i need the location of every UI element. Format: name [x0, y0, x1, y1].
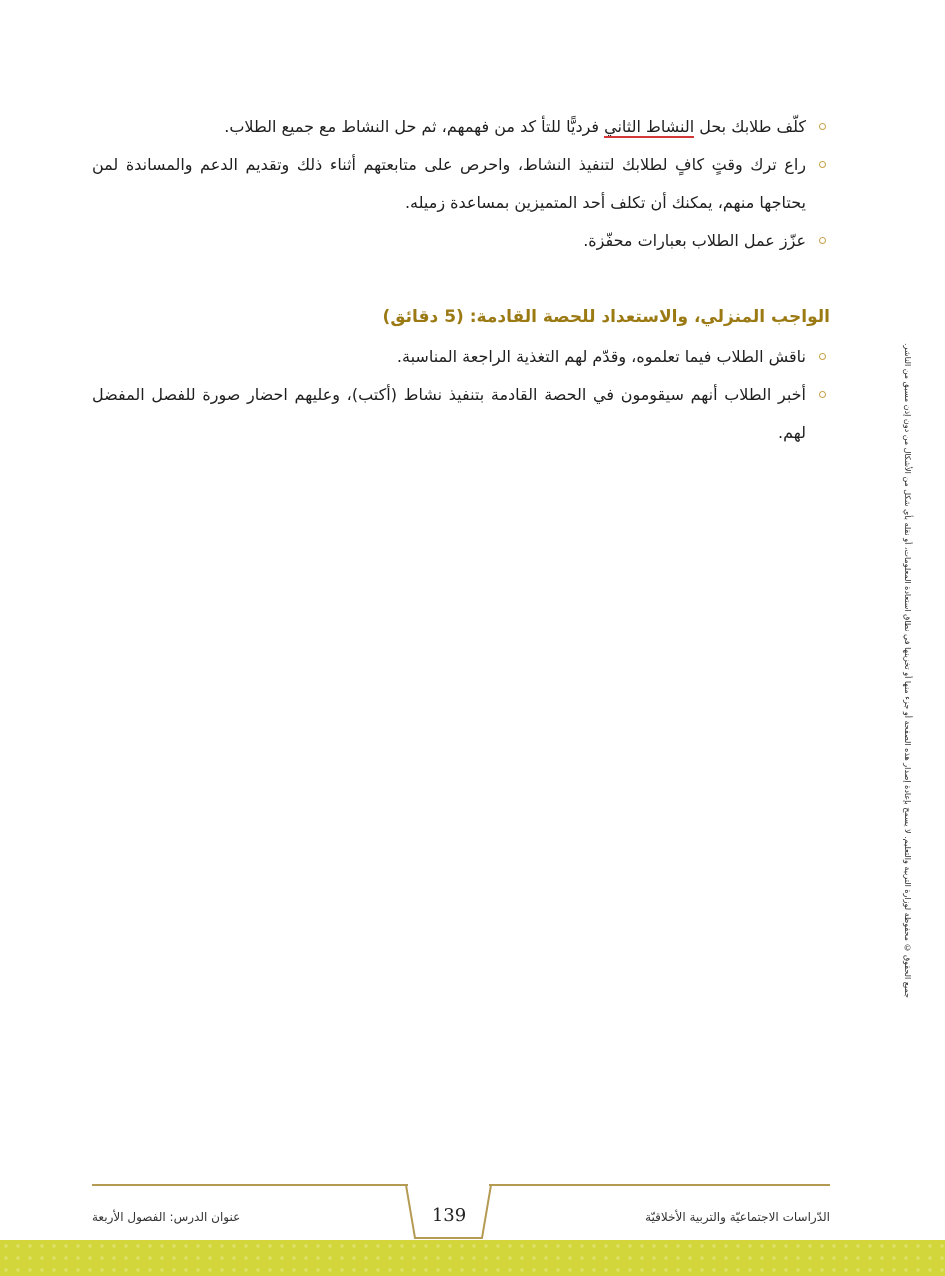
highlighted-activity-text: النشاط الثاني: [604, 117, 695, 136]
copyright-side-note: جميع الحقوق © محفوظة لوزارة التربية والتعليم. لا يسمح بإعادة إصدار هذه الصفحة أو جزء منها أو تخزينها في نطاق استعادة المعلومات، أو نقله بأي شكل من الأشكال من دون إذن مسبق من الناشر.: [903, 343, 912, 998]
circle-bullet-icon: [819, 123, 826, 130]
bullet-text: أخبر الطلاب أنهم سيقومون في الحصة القادمة بتنفيذ نشاط (أكتب)، وعليهم احضار صورة للفصل المفضل لهم.: [92, 385, 806, 442]
circle-bullet-icon: [819, 237, 826, 244]
footer-divider-right: [489, 1184, 830, 1186]
subject-title: الدّراسات الاجتماعيّة والتربية الأخلاقيّة: [645, 1210, 830, 1224]
list-item: [92, 146, 830, 222]
bullet-text-before: كلّف طلابك بحل: [694, 117, 806, 136]
decorative-bottom-band: [0, 1240, 945, 1276]
footer-divider-left: [92, 1184, 408, 1186]
activity-bullet-list: [92, 108, 830, 260]
bullet-text: عزّز عمل الطلاب بعبارات محفّزة.: [583, 231, 806, 250]
section-heading: الواجب المنزلي، والاستعداد للحصة القادمة: (5 دقائق): [382, 307, 830, 327]
bullet-text: راع ترك وقتٍ كافٍ لطلابك لتنفيذ النشاط، واحرص على متابعتهم أثناء ذلك وتقديم الدعم والمساندة لمن يحتاجها منهم، يمكنك أن تكلف أحد المتميزين بمساعدة زميله.: [92, 155, 806, 212]
main-content: [92, 108, 830, 452]
bullet-text: ناقش الطلاب فيما تعلموه، وقدّم لهم التغذية الراجعة المناسبة.: [396, 347, 806, 366]
list-item: [92, 338, 830, 376]
circle-bullet-icon: [819, 353, 826, 360]
lesson-title: عنوان الدرس: الفصول الأربعة: [92, 1210, 241, 1224]
circle-bullet-icon: [819, 161, 826, 168]
list-item: [92, 108, 830, 146]
page-number: 139: [431, 1205, 467, 1226]
bullet-text-after: فرديًّا للتأ كد من فهمهم، ثم حل النشاط مع جميع الطلاب.: [224, 117, 605, 136]
circle-bullet-icon: [819, 391, 826, 398]
list-item: [92, 222, 830, 260]
homework-bullet-list: [92, 338, 830, 452]
list-item: [92, 376, 830, 452]
